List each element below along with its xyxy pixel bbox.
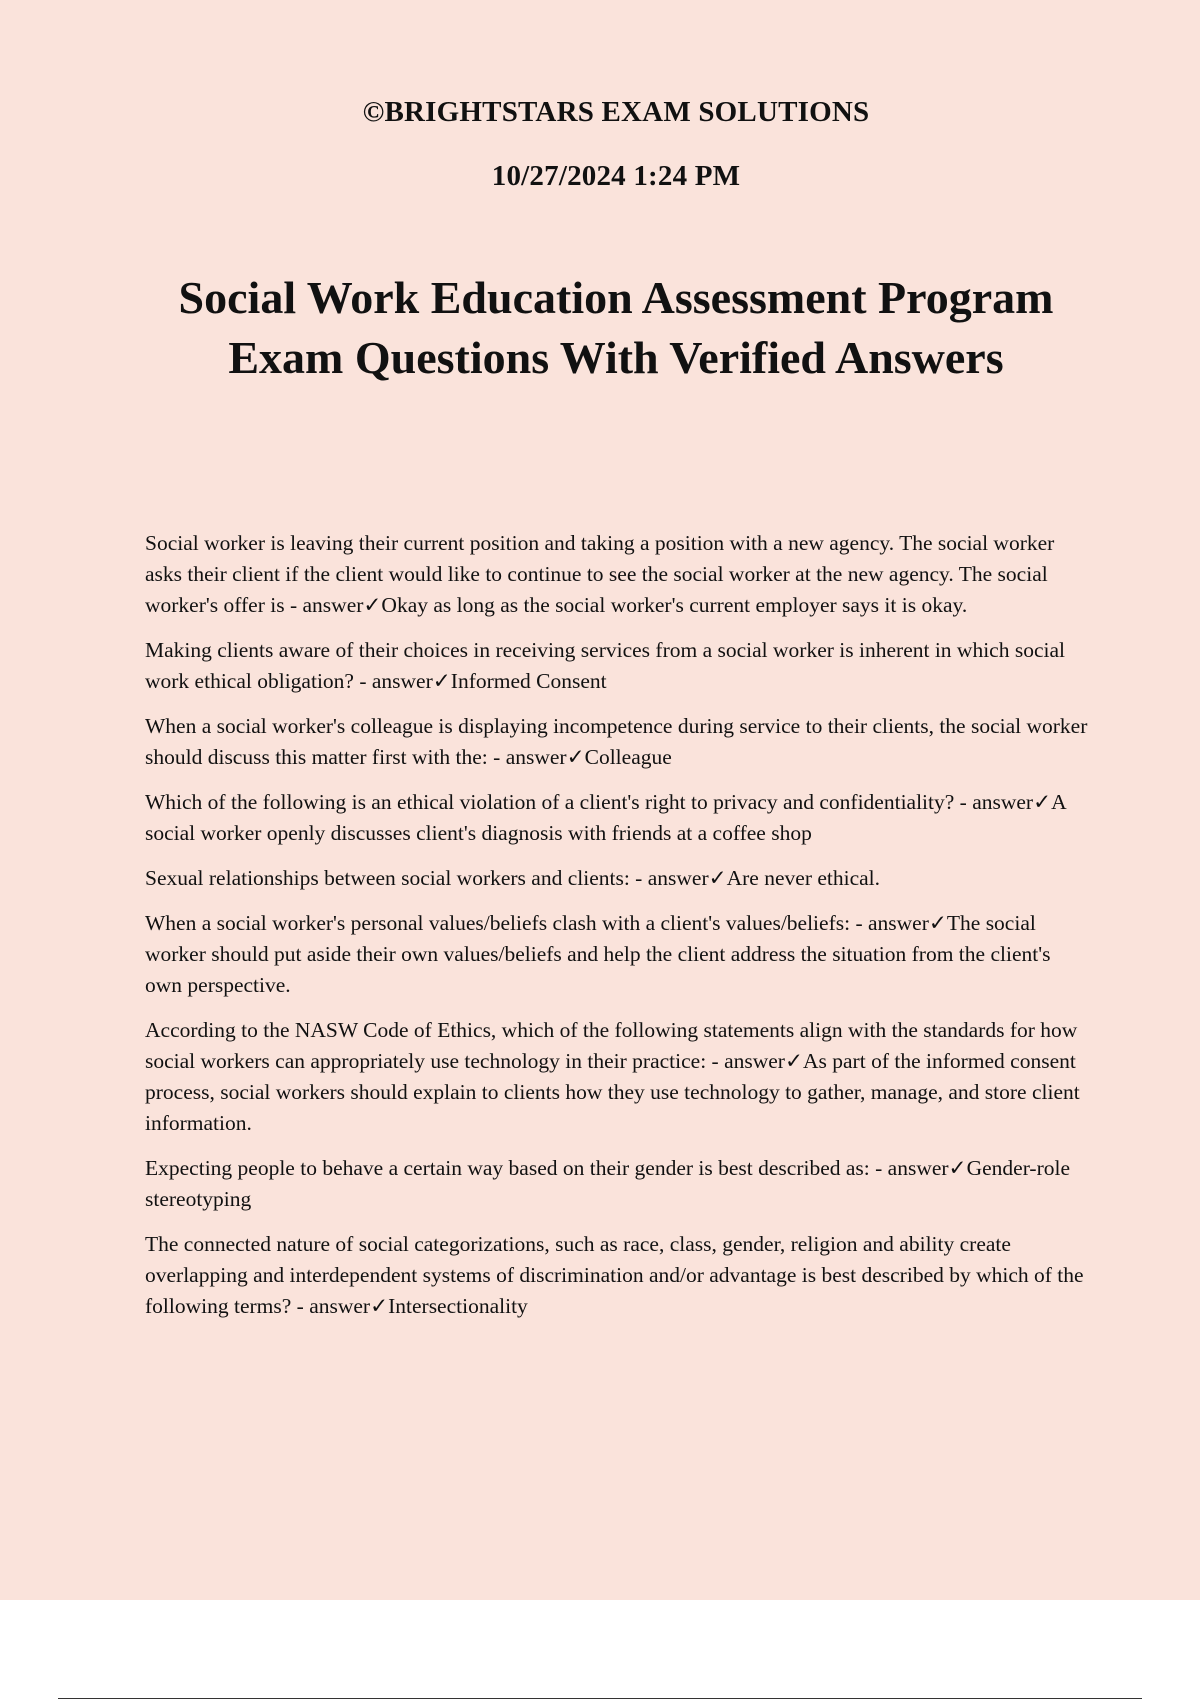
qa-item bbox=[145, 787, 1090, 849]
question-text: Sexual relationships between social workers and clients: - answer✓ bbox=[145, 866, 727, 890]
question-text: Making clients aware of their choices in receiving services from a social worker is inherent in which social work ethical obligation? - answer✓ bbox=[145, 638, 1065, 693]
answer-text: Colleague bbox=[584, 745, 672, 769]
qa-list bbox=[145, 528, 1090, 1336]
question-text: When a social worker's personal values/beliefs clash with a client's values/beliefs: - answer✓ bbox=[145, 911, 947, 935]
qa-item bbox=[145, 863, 1090, 894]
answer-text: Okay as long as the social worker's current employer says it is okay. bbox=[381, 593, 968, 617]
answer-text: The social worker should put aside their own values/beliefs and help the client address the situation from the client's own perspective. bbox=[145, 911, 1051, 997]
question-text: When a social worker's colleague is displaying incompetence during service to their clients, the social worker should discuss this matter first with the: - answer✓ bbox=[145, 714, 1088, 769]
qa-item bbox=[145, 908, 1090, 1001]
question-text: Social worker is leaving their current position and taking a position with a new agency. The social worker asks their client if the client would like to continue to see the social worker at the new agency. The social worker's offer is - answer✓ bbox=[145, 531, 1055, 617]
answer-text: As part of the informed consent process, social workers should explain to clients how they use technology to gather, manage, and store client information. bbox=[145, 1049, 1080, 1135]
answer-text: Intersectionality bbox=[388, 1294, 528, 1318]
document-title bbox=[100, 268, 1132, 388]
title-line-1: Social Work Education Assessment Program bbox=[178, 272, 1054, 323]
answer-text: Are never ethical. bbox=[726, 866, 881, 890]
question-text: Expecting people to behave a certain way based on their gender is best described as: - answer✓ bbox=[145, 1156, 967, 1180]
footer-rule bbox=[58, 1698, 1142, 1699]
title-line-2: Exam Questions With Verified Answers bbox=[228, 332, 1004, 383]
question-text: According to the NASW Code of Ethics, which of the following statements align with the standards for how social workers can appropriately use technology in their practice: - answer✓ bbox=[145, 1018, 1078, 1073]
timestamp: 10/27/2024 1:24 PM bbox=[491, 160, 741, 192]
answer-text: Informed Consent bbox=[450, 669, 607, 693]
answer-text: Gender-role stereotyping bbox=[145, 1156, 1071, 1211]
question-text: Which of the following is an ethical violation of a client's right to privacy and confidentiality? - answer✓ bbox=[145, 790, 1052, 814]
qa-item bbox=[145, 1229, 1090, 1322]
qa-item bbox=[145, 1015, 1090, 1139]
question-text: The connected nature of social categorizations, such as race, class, gender, religion and ability create overlapping and interdependent systems of discrimination and/or advantage is best described by which of the following terms? - answer✓ bbox=[145, 1232, 1084, 1318]
qa-item bbox=[145, 635, 1090, 697]
qa-item bbox=[145, 711, 1090, 773]
brand-header: ©BRIGHTSTARS EXAM SOLUTIONS bbox=[362, 96, 870, 128]
qa-item bbox=[145, 1153, 1090, 1215]
answer-text: A social worker openly discusses client's diagnosis with friends at a coffee shop bbox=[145, 790, 1066, 845]
qa-item bbox=[145, 528, 1090, 621]
